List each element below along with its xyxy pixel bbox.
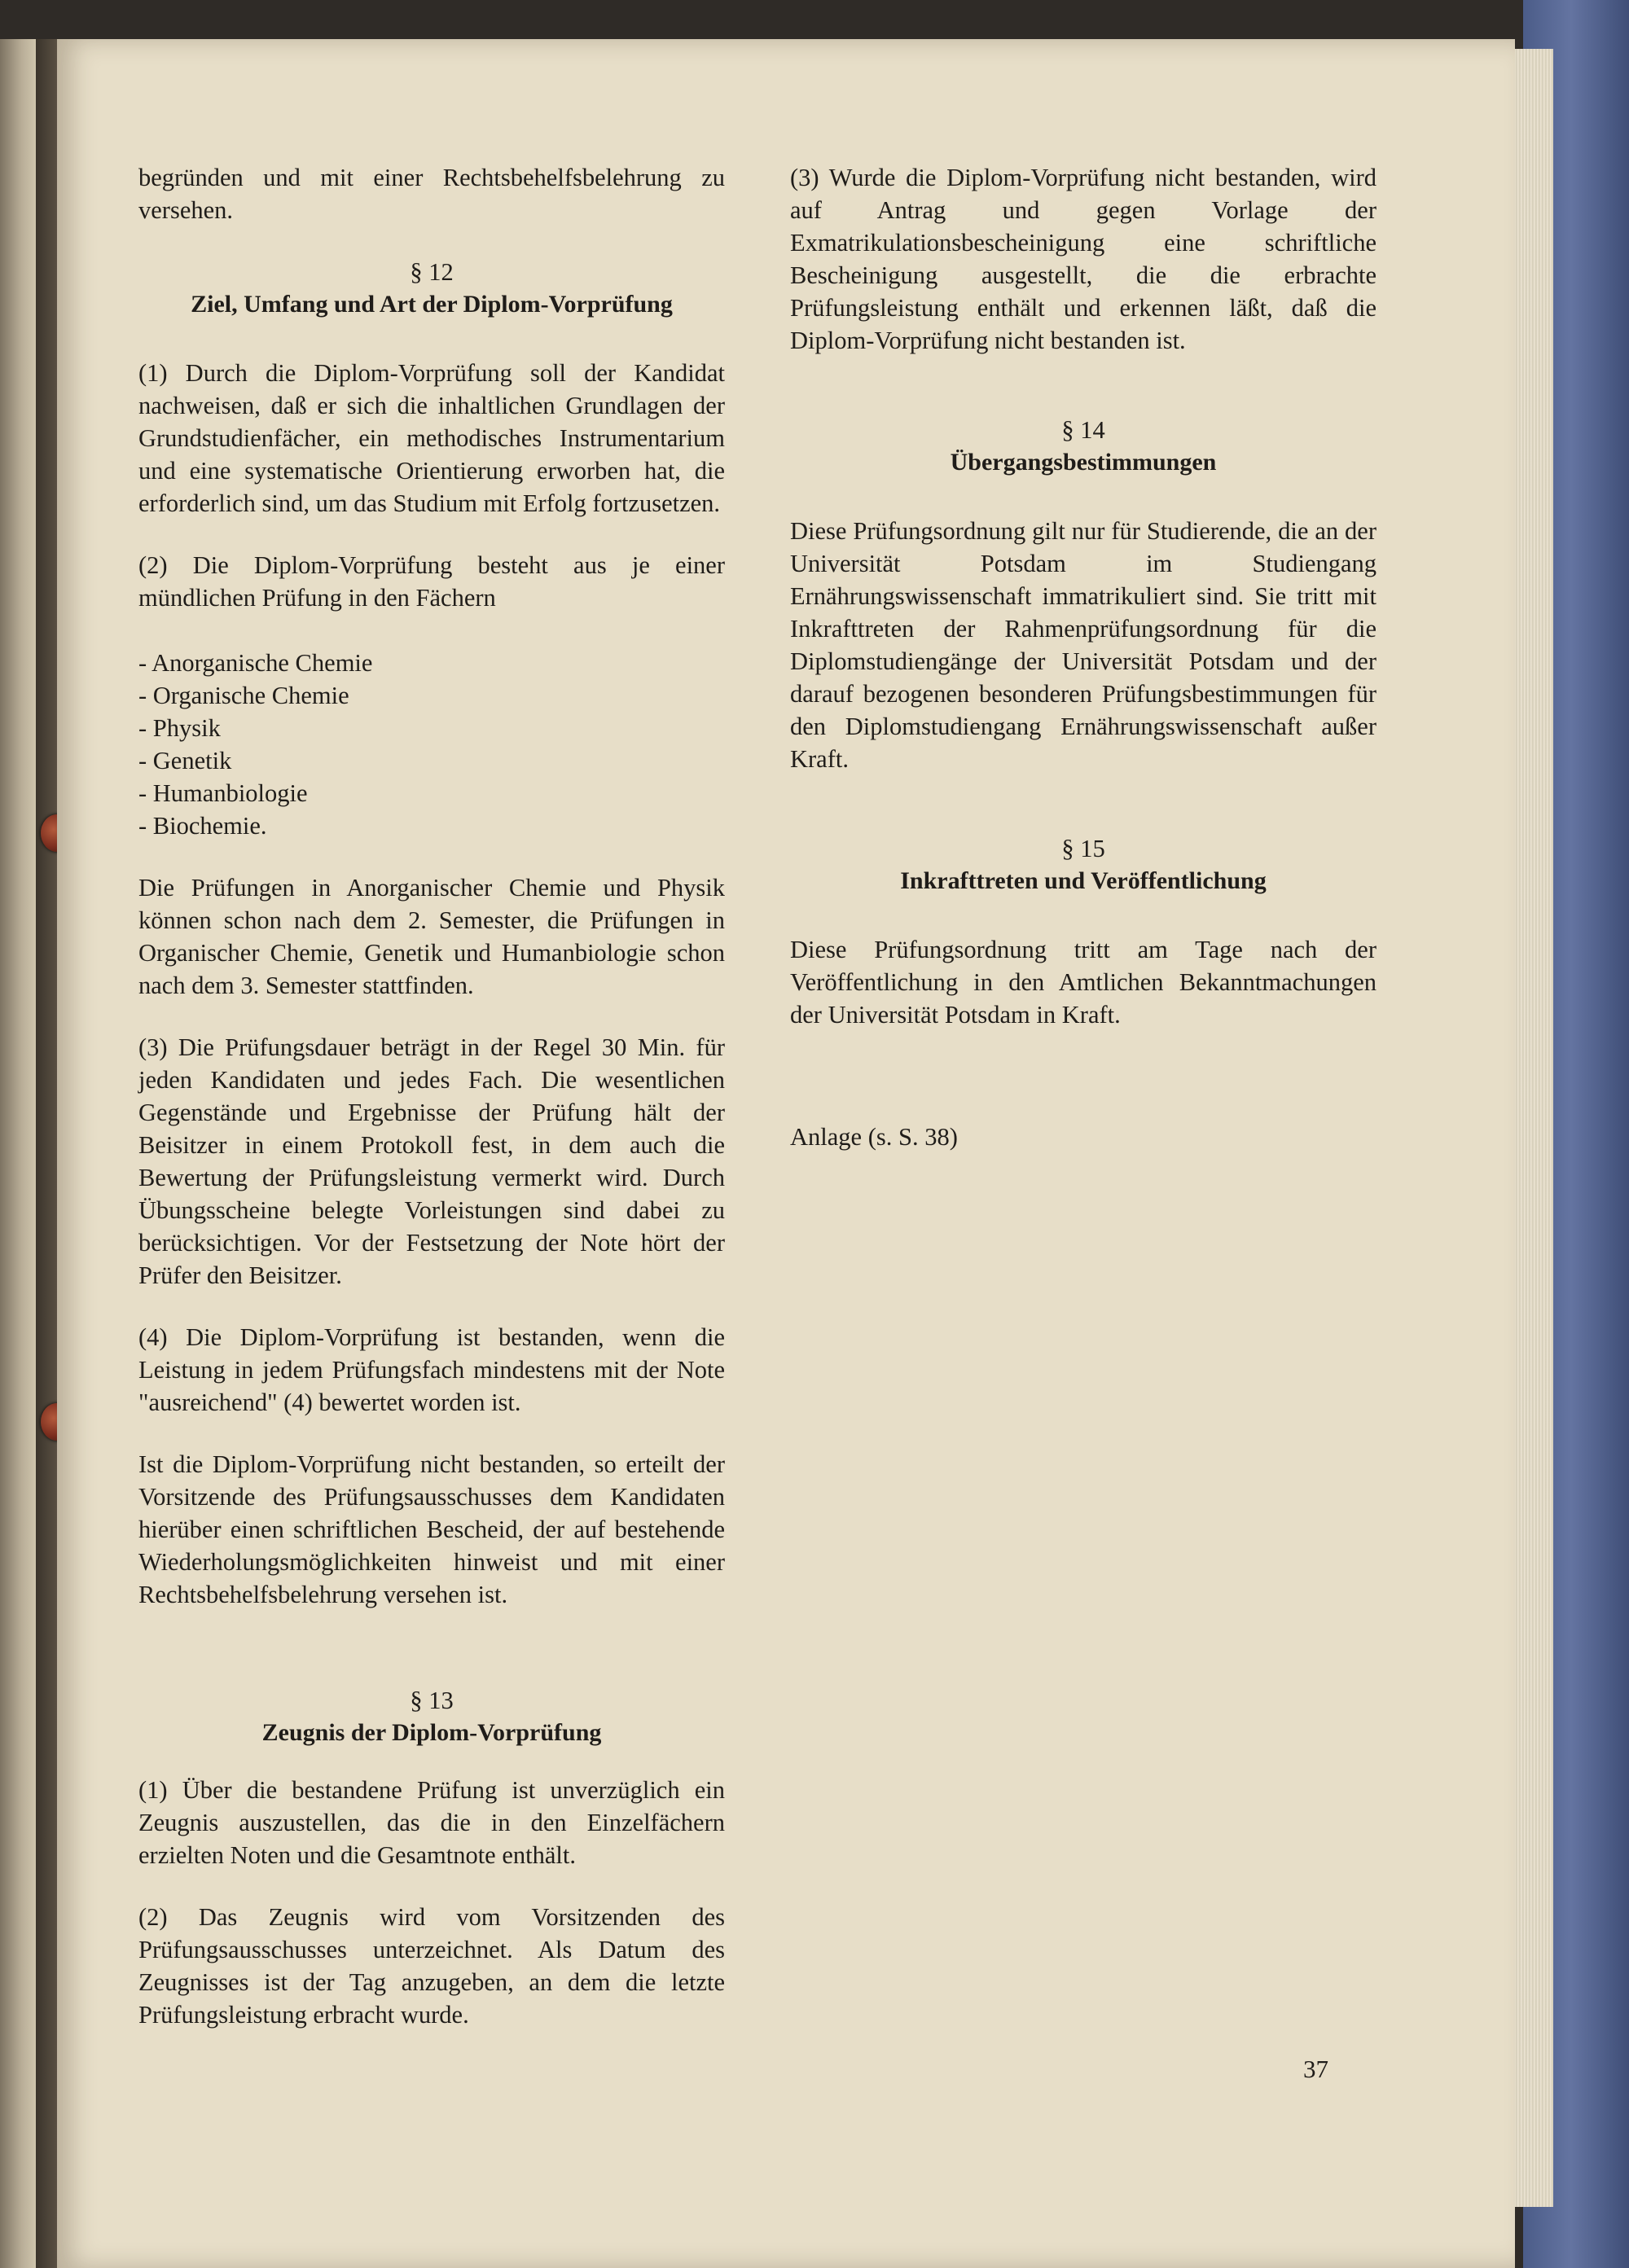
section-number: § 14 <box>1061 416 1105 444</box>
section-number: § 12 <box>410 258 454 286</box>
paragraph: (2) Die Diplom-Vorprüfung besteht aus je einer mündlichen Prüfung in den Fächern <box>138 551 725 612</box>
section-number: § 13 <box>410 1687 454 1714</box>
document-page <box>57 39 1515 2268</box>
section-15 <box>790 832 1377 1031</box>
paragraph: (4) Die Diplom-Vorprüfung ist bestanden, wenn die Leistung in jedem Prüfungsfach mindestens mit der Note "ausreichend" (4) bewertet worden ist. <box>138 1323 725 1416</box>
section-number: § 15 <box>1061 835 1105 862</box>
paragraph: (1) Durch die Diplom-Vorprüfung soll der Kandidat nachweisen, daß er sich die inhaltlichen Grundlagen der Grundstudienfächer, ein methodisches Instrumentarium und eine systematische Orientierung erworben hat, die erforderlich sind, um das Studium mit Erfolg fortzusetzen. <box>138 359 725 517</box>
section-title: Ziel, Umfang und Art der Diplom-Vorprüfung <box>191 291 673 318</box>
annex-reference: Anlage (s. S. 38) <box>790 1123 958 1151</box>
facing-page-edge <box>0 39 36 2268</box>
left-column <box>138 161 725 2060</box>
binding-gutter <box>36 39 57 2268</box>
list-item: - Genetik <box>138 747 232 774</box>
section-title: Zeugnis der Diplom-Vorprüfung <box>261 1719 602 1746</box>
section-title: Übergangsbestimmungen <box>950 449 1217 476</box>
paragraph: (3) Die Prüfungsdauer beträgt in der Regel 30 Min. für jeden Kandidaten und jedes Fach. Die wesentlichen Gegenstände und Ergebnisse der Prüfung hält der Beisitzer in einem Protokoll fest, in dem auch die Bewertung der Prüfungsleistung vermerkt wird. Durch Übungsscheine belegte Vorleistungen sind dabei zu berücksichtigen. Vor der Festsetzung der Note hört der Prüfer den Beisitzer. <box>138 1033 725 1289</box>
subject-list <box>138 647 725 842</box>
list-item: - Anorganische Chemie <box>138 649 373 677</box>
section-12 <box>138 256 725 1611</box>
paragraph: Diese Prüfungsordnung gilt nur für Studierende, die an der Universität Potsdam im Studiengang Ernährungswissenschaft immatrikuliert sind. Sie tritt mit Inkrafttreten der Rahmenprüfungsordnung für die Diplomstudiengänge der Universität Potsdam und der darauf bezogenen besonderen Prüfungsbestimmungen für den Diplomstudiengang Ernährungswissenschaft außer Kraft. <box>790 517 1377 773</box>
intro-paragraph: begründen und mit einer Rechtsbehelfsbelehrung zu versehen. <box>138 164 725 224</box>
paragraph: (1) Über die bestandene Prüfung ist unverzüglich ein Zeugnis auszustellen, das die in den Einzelfächern erzielten Noten und die Gesamtnote enthält. <box>138 1776 725 1869</box>
list-item: - Physik <box>138 714 221 742</box>
page-number: 37 <box>1303 2055 1328 2083</box>
list-item: - Organische Chemie <box>138 682 349 709</box>
section-title: Inkrafttreten und Veröffentlichung <box>900 867 1267 894</box>
section-13 <box>138 1684 725 2031</box>
list-item: - Biochemie. <box>138 812 267 840</box>
list-item: - Humanbiologie <box>138 779 308 807</box>
paragraph: (3) Wurde die Diplom-Vorprüfung nicht bestanden, wird auf Antrag und gegen Vorlage der Exmatrikulationsbescheinigung eine schriftliche Bescheinigung ausgestellt, die die erbrachte Prüfungsleistung enthält und erkennen läßt, daß die Diplom-Vorprüfung nicht bestanden ist. <box>790 164 1377 354</box>
paragraph: Die Prüfungen in Anorganischer Chemie und Physik können schon nach dem 2. Semester, die Prüfungen in Organischer Chemie, Genetik und Humanbiologie schon nach dem 3. Semester stattfinden. <box>138 874 725 999</box>
paragraph: (2) Das Zeugnis wird vom Vorsitzenden des Prüfungsausschusses unterzeichnet. Als Datum des Zeugnisses ist der Tag anzugeben, an dem die letzte Prüfungsleistung erbracht wurde. <box>138 1903 725 2029</box>
paragraph: Diese Prüfungsordnung tritt am Tage nach der Veröffentlichung in den Amtlichen Bekanntmachungen der Universität Potsdam in Kraft. <box>790 936 1377 1029</box>
page-stack-edges <box>1508 49 1553 2207</box>
right-column <box>790 161 1377 1182</box>
section-14 <box>790 414 1377 775</box>
paragraph: Ist die Diplom-Vorprüfung nicht bestanden, so erteilt der Vorsitzende des Prüfungsausschusses dem Kandidaten hierüber einen schriftlichen Bescheid, der auf bestehende Wiederholungsmöglichkeiten hinweist und mit einer Rechtsbehelfsbelehrung versehen ist. <box>138 1450 725 1608</box>
